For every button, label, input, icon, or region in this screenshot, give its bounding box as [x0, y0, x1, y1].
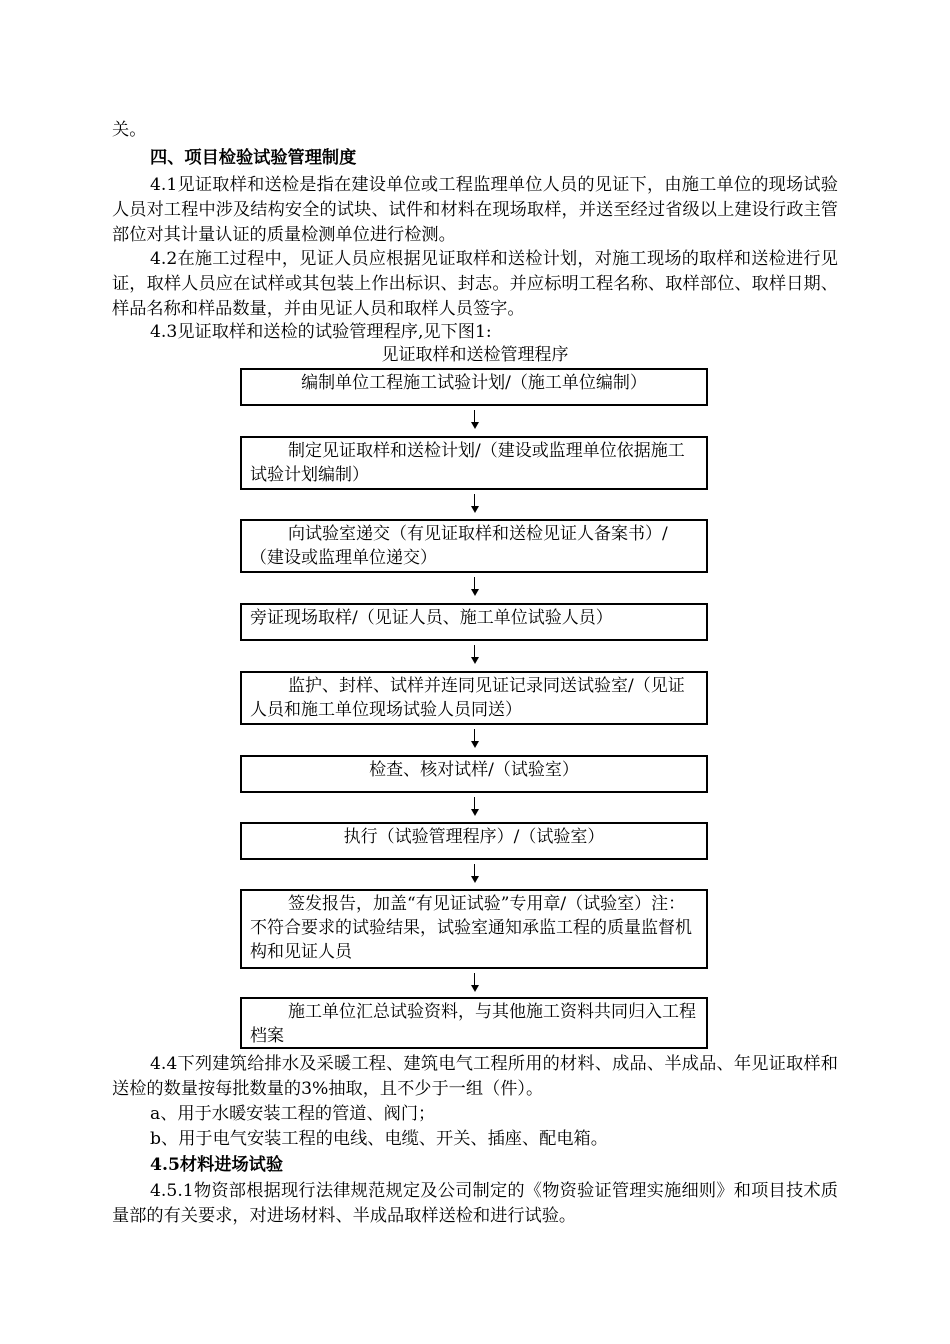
flow-step-4: 旁证现场取样/（见证人员、施工单位试验人员）	[240, 603, 708, 641]
flow-step-9	[240, 997, 708, 1049]
flow-step-5	[240, 671, 708, 725]
flow-arrow-icon	[468, 797, 482, 817]
flow-arrow-icon	[468, 864, 482, 884]
paragraph-4-3: 4.3见证取样和送检的试验管理程序,见下图1:	[150, 322, 492, 342]
list-item-a: a、用于水暖安装工程的管道、阀门；	[150, 1104, 436, 1124]
paragraph-4-1: 4.1见证取样和送检是指在建设单位或工程监理单位人员的见证下，由施工单位的现场试验人员对工程中涉及结构安全的试块、试件和材料在现场取样，并送至经过省级以上建设行政主管部位对其计量认证的质量检测单位进行检测。	[112, 175, 838, 245]
subsection-heading-4-5: 4.5材料进场试验	[150, 1155, 284, 1175]
flow-arrow-icon	[468, 577, 482, 597]
paragraph-4-2: 4.2在施工过程中，见证人员应根据见证取样和送检计划，对施工现场的取样和送检进行见证，取样人员应在试样或其包装上作出标识、封志。并应标明工程名称、取样部位、取样日期、样品名称和样品数量，并由见证人员和取样人员签字。	[112, 249, 838, 319]
flow-step-7: 执行（试验管理程序）/（试验室）	[240, 822, 708, 860]
flow-step-2-text: 制定见证取样和送检计划/（建设或监理单位依据施工试验计划编制）	[250, 441, 685, 485]
section-heading: 四、项目检验试验管理制度	[150, 148, 357, 168]
flow-arrow-icon	[468, 410, 482, 430]
paragraph-4-4: 4.4下列建筑给排水及采暖工程、建筑电气工程所用的材料、成品、半成品、年见证取样和送检的数量按每批数量的3%抽取，且不少于一组（件）。	[112, 1054, 838, 1099]
paragraph-tail: 关。	[112, 120, 147, 140]
flow-step-1: 编制单位工程施工试验计划/（施工单位编制）	[240, 368, 708, 406]
flow-step-8-text: 签发报告，加盖“有见证试验”专用章/（试验室）注：不符合要求的试验结果，试验室通知承监工程的质量监督机构和见证人员	[250, 894, 692, 962]
flow-step-9-text: 施工单位汇总试验资料，与其他施工资料共同归入工程档案	[250, 1002, 696, 1046]
list-item-b: b、用于电气安装工程的电线、电缆、开关、插座、配电箱。	[150, 1129, 608, 1149]
flow-step-5-text: 监护、封样、试样并连同见证记录同送试验室/（见证人员和施工单位现场试验人员同送）	[250, 676, 685, 720]
flow-arrow-icon	[468, 645, 482, 665]
flow-step-2	[240, 436, 708, 490]
flow-arrow-icon	[468, 729, 482, 749]
paragraph-4-5-1: 4.5.1物资部根据现行法律规范规定及公司制定的《物资验证管理实施细则》和项目技术质量部的有关要求，对进场材料、半成品取样送检和进行试验。	[112, 1181, 838, 1226]
flow-arrow-icon	[468, 973, 482, 993]
flow-step-3	[240, 519, 708, 573]
flow-step-8	[240, 889, 708, 969]
flow-step-3-text: 向试验室递交（有见证取样和送检见证人备案书）/（建设或监理单位递交）	[250, 524, 668, 568]
flow-arrow-icon	[468, 494, 482, 514]
flow-step-6: 检查、核对试样/（试验室）	[240, 755, 708, 793]
flowchart-title: 见证取样和送检管理程序	[381, 345, 569, 365]
